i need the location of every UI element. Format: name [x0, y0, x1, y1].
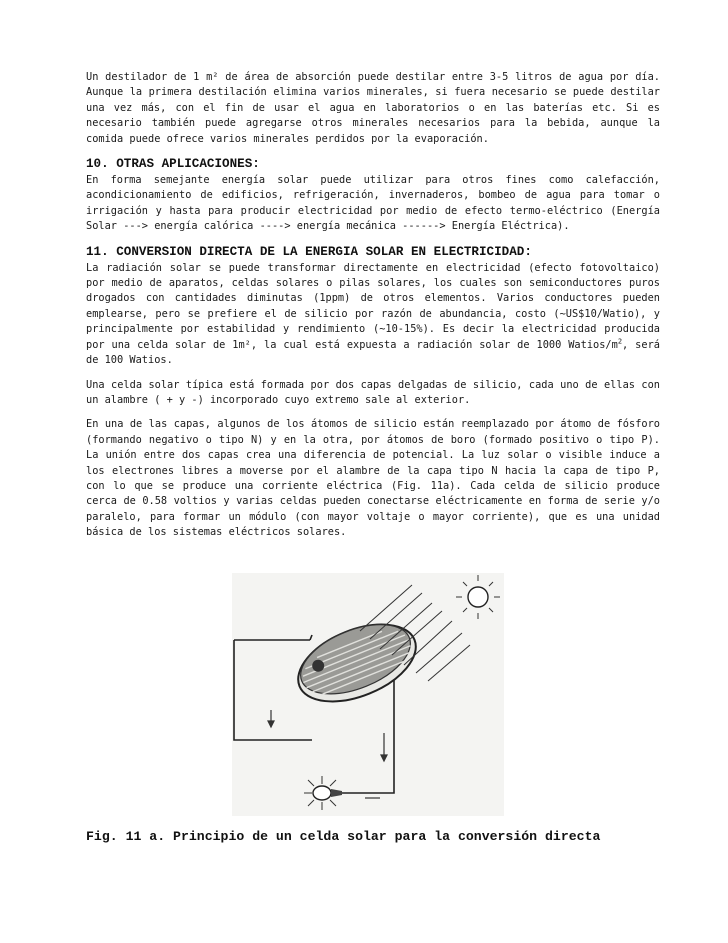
section-11-p1-tail: , será de 100 Watios.: [86, 338, 660, 367]
current-arrows: [268, 710, 387, 798]
figure-caption: Fig. 11 a. Principio de un celda solar para la conversión directa: [86, 829, 601, 844]
section-11-paragraph-3: En una de las capas, algunos de los átomos de silicio están reemplazado por átomo de fósforo (formando negativo o tipo N) y en la otra, por átomos de boro (formado positivo o tipo P). La unión entre dos capas crea una diferencia de potencial. La luz solar o visible induce a los electrones libres a moverse por el alambre de la capa tipo N hacia la capa de tipo P, con lo que se produce una corriente eléctrica (Fig. 11a). Cada celda de silicio produce cerca de 0.58 voltios y varias celdas pueden conectarse eléctricamente en forma de serie y/o paralelo, para formar un módulo (con mayor voltaje o mayor corriente), que es una unidad básica de los sistemas eléctricos solares.: [86, 418, 660, 539]
section-11-paragraph-1: [86, 261, 660, 369]
section-10-paragraph: En forma semejante energía solar puede utilizar para otros fines como calefacción, acondicionamiento de edificios, refrigeración, invernaderos, bombeo de agua para tomar o irrigación y hasta para producir electricidad por medio de efecto termo-eléctrico (Energía Solar ---> energía calórica ----> energía mecánica ------> Energía Eléctrica).: [86, 174, 660, 233]
solar-cell-diagram: [232, 573, 504, 816]
document-body: [86, 70, 660, 550]
section-11-p1-text: La radiación solar se puede transformar directamente en electricidad (efecto fotovoltaico) por medio de aparatos, celdas solares o pilas solares, los cuales son semiconductores puros drogados con cantidades diminutas (1ppm) de otros elementos. Varios conductores pueden emplearse, pero se prefiere el de silicio por razón de abundancia, costo (~US$10/Watio), y principalmente por estabilidad y rendimiento (~10-15%). Es decir la electricidad producida por una celda solar de 1m², la cual está expuesta a radiación solar de 1000 Watios/m: [86, 261, 660, 351]
light-bulb-icon: [304, 776, 342, 810]
section-11-paragraph-2: Una celda solar típica está formada por dos capas delgadas de silicio, cada uno de ellas con un alambre ( + y -) incorporado cuyo extremo sale al exterior.: [86, 378, 660, 406]
solar-cell-figure: [232, 573, 504, 816]
section-10-heading: 10. OTRAS APLICACIONES:: [86, 157, 260, 172]
intro-paragraph: Un destilador de 1 m² de área de absorción puede destilar entre 3-5 litros de agua por día. Aunque la primera destilación elimina varios minerales, si fuera necesario se puede destilar una vez más, con el fin de usar el agua en laboratorios o en las baterías etc. Si es necesario también puede agregarse otros minerales necesarios para la bebida, aunque la comida puede ofrece varios minerales perdidos por la evaporación.: [86, 71, 660, 145]
sun-icon: [456, 575, 500, 619]
section-11-heading: 11. CONVERSION DIRECTA DE LA ENERGIA SOLAR EN ELECTRICIDAD:: [86, 244, 532, 259]
superscript-2: 2: [617, 337, 623, 346]
